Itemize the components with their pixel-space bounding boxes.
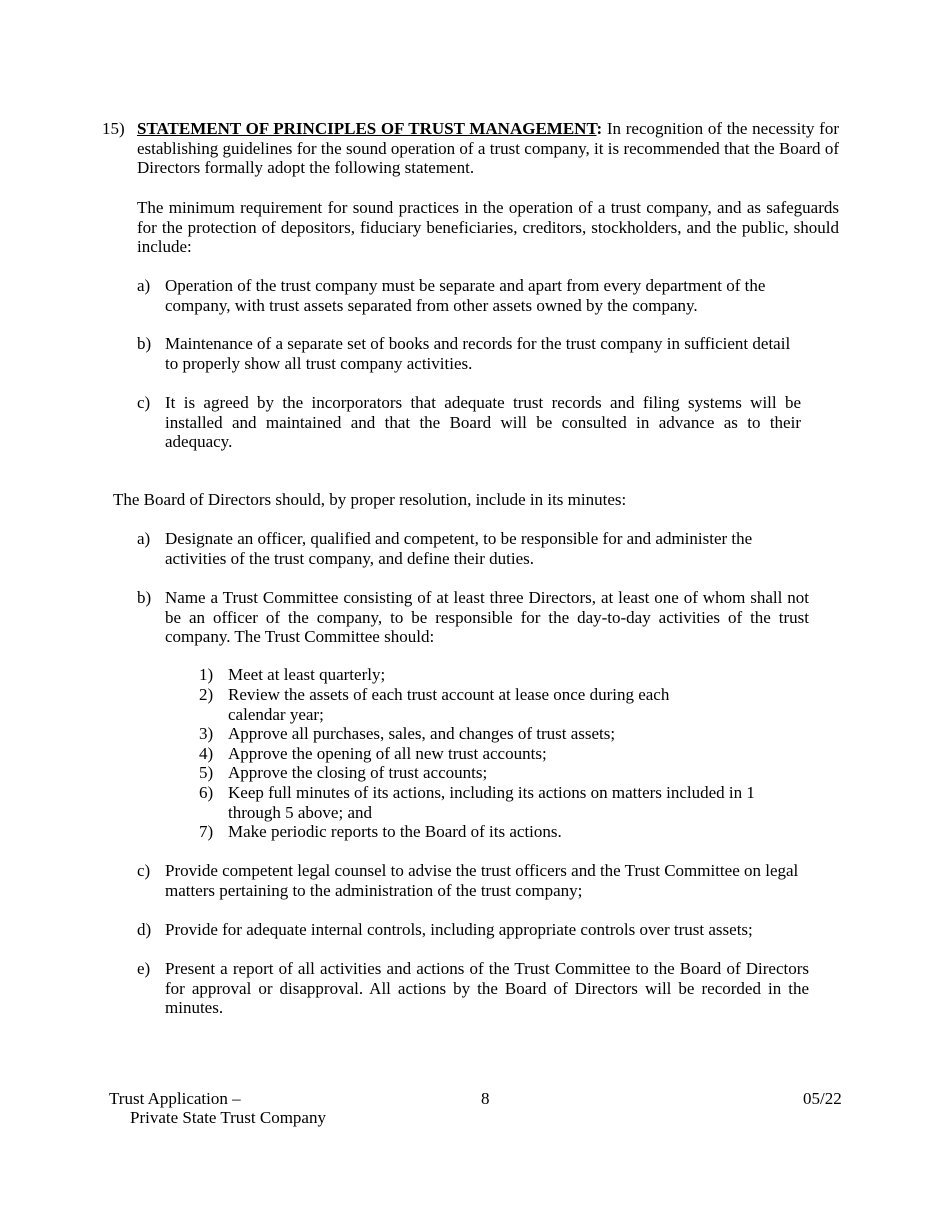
list-item-text: It is agreed by the incorporators that adequate trust records and filing systems will be installed and maintained and that the Board will be consulted in advance as to their adequacy. [165,393,801,451]
list-item-label: d) [137,920,152,939]
list-item-label: 1) [199,665,214,684]
list-item-label: 7) [199,822,214,841]
list-item-label: a) [137,529,151,548]
list-item-text: Provide competent legal counsel to advise the trust officers and the Trust Committee on legal matters pertaining to the administration of the trust company; [165,861,799,900]
list-item-label: c) [137,861,151,880]
list-item-label: 4) [199,744,214,763]
section-heading: STATEMENT OF PRINCIPLES OF TRUST MANAGEMENT [137,119,597,138]
list-item-label: b) [137,334,152,353]
list-item-label: e) [137,959,151,978]
footer-date: 05/22 [803,1089,842,1108]
footer-left-line1: Trust Application – [109,1089,241,1108]
list-item-text: Name a Trust Committee consisting of at least three Directors, at least one of whom shall not be an officer of the company, to be responsible for the day-to-day activities of the trust company. The Trust Committee should: [165,588,809,646]
list-item-text: Make periodic reports to the Board of its actions. [228,822,562,841]
list-item-text: Present a report of all activities and actions of the Trust Committee to the Board of Directors for approval or disapproval. All actions by the Board of Directors will be recorded in the minutes. [165,959,809,1017]
list-item-text: Keep full minutes of its actions, including its actions on matters included in 1 through 5 above; and [228,783,755,822]
section-intro-paragraph [137,119,839,178]
list-item-text: Review the assets of each trust account at lease once during each calendar year; [228,685,670,724]
footer-page-number: 8 [481,1089,490,1108]
list-item-label: b) [137,588,152,607]
list-item-text: Approve all purchases, sales, and changes of trust assets; [228,724,616,743]
board-intro: The Board of Directors should, by proper resolution, include in its minutes: [113,490,627,509]
list-item-label: a) [137,276,151,295]
list-item-label: c) [137,393,151,412]
list-item-label: 3) [199,724,214,743]
list-item-text: Operation of the trust company must be separate and apart from every department of the company, with trust assets separated from other assets owned by the company. [165,276,766,315]
list-item-text: Meet at least quarterly; [228,665,386,684]
footer-left-line2: Private State Trust Company [130,1108,326,1127]
list-item-text: Approve the opening of all new trust accounts; [228,744,547,763]
list-item-text: Maintenance of a separate set of books and records for the trust company in sufficient detail to properly show all trust company activities. [165,334,791,373]
section-number: 15) [102,119,125,138]
list-item-label: 5) [199,763,214,782]
section-intro-text: In recognition of the necessity for establishing guidelines for the sound operation of a trust company, it is recommended that the Board of Directors formally adopt the following statement. [137,119,839,177]
list-item-label: 6) [199,783,214,802]
min-requirement-paragraph: The minimum requirement for sound practices in the operation of a trust company, and as safeguards for the protection of depositors, fiduciary beneficiaries, creditors, stockholders, and the public, should include: [137,198,839,256]
list-item-text: Approve the closing of trust accounts; [228,763,488,782]
list-item-label: 2) [199,685,214,704]
list-item-text: Designate an officer, qualified and competent, to be responsible for and administer the activities of the trust company, and define their duties. [165,529,753,568]
section-heading-colon: : [596,119,603,138]
list-item-text: Provide for adequate internal controls, including appropriate controls over trust assets; [165,920,753,939]
